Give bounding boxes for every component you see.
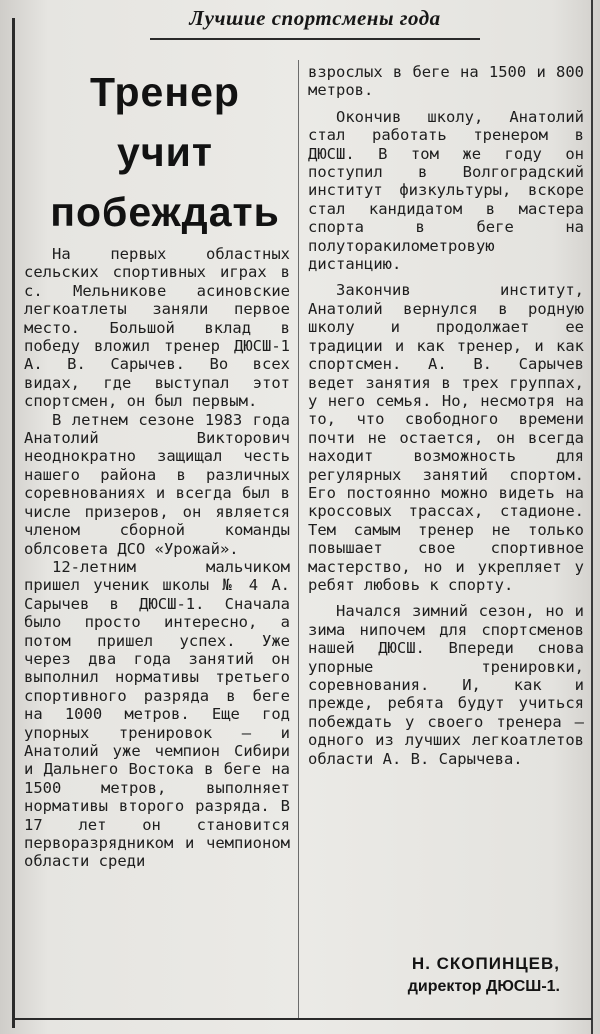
rubric-underline	[150, 38, 480, 40]
paragraph: Окончив школу, Анатолий стал работать тренером в ДЮСШ. В том же году он поступил в Волгоградский институт физкультуры, вскоре стал кандидатом в мастера спорта в беге на полуторакилометровую дистанцию.	[308, 107, 584, 274]
column-rule-left	[12, 18, 15, 1028]
paragraph: 12-летним мальчиком пришел ученик школы № 4 А. Сарычев в ДЮСШ-1. Сначала было просто интересно, а потом пришел успех. Уже через два года занятий он выполнил нормативы третьего спортивного разряда в беге на 1000 метров. Еще год упорных тренировок — и Анатолий уже чемпион Сибири и Дальнего Востока в беге на 1500 метров, выполняет нормативы второго разряда. В 17 лет он становится перворазрядником и чемпионом области среди	[24, 557, 290, 871]
article-headline	[30, 62, 300, 242]
column-rule-right	[591, 0, 593, 1034]
bottom-rule	[12, 1018, 592, 1020]
article-column-right	[308, 63, 584, 768]
headline-line-3: побеждать	[50, 189, 280, 235]
headline-line-2: учит	[117, 129, 213, 175]
paragraph: На первых областных сельских спортивных играх в с. Мельникове асиновские легкоатлеты заняли первое место. Большой вклад в победу вложил тренер ДЮСШ-1 А. В. Сарычев. Во всех видах, где выступал этот спортсмен, он был первым.	[24, 245, 290, 411]
article-column-left	[24, 245, 290, 871]
paragraph: Начался зимний сезон, но и зима нипочем для спортсменов нашей ДЮСШ. Впереди снова упорные тренировки, соревнования. И, как и прежде, ребята будут учиться побеждать у своего тренера — одного из лучших легкоатлетов области А. В. Сарычева.	[308, 602, 584, 768]
paragraph: взрослых в беге на 1500 и 800 метров.	[308, 63, 584, 100]
author-role: директор ДЮСШ-1.	[407, 978, 560, 995]
paragraph: Закончив институт, Анатолий вернулся в родную школу и продолжает ее традиции и как тренер, и как спортсмен. А. В. Сарычев ведет занятия в трех группах, у него семья. Но, несмотря на то, что свободного времени почти не остается, он всегда находит возможность для регулярных занятий спортом. Его постоянно можно видеть на кроссовых трассах, стадионе. Тем самым тренер не только повышает свое спортивное мастерство, но и укрепляет у ребят любовь к спорту.	[308, 281, 584, 594]
headline-line-1: Тренер	[90, 69, 240, 115]
section-rubric: Лучшие спортсмены года	[189, 6, 441, 30]
author-name: Н. СКОПИНЦЕВ,	[411, 954, 560, 973]
paragraph: В летнем сезоне 1983 года Анатолий Викторович неоднократно защищал честь нашего района в различных соревнованиях и всегда был в числе призеров, он является членом сборной команды облсовета ДСО «Урожай».	[24, 410, 290, 558]
